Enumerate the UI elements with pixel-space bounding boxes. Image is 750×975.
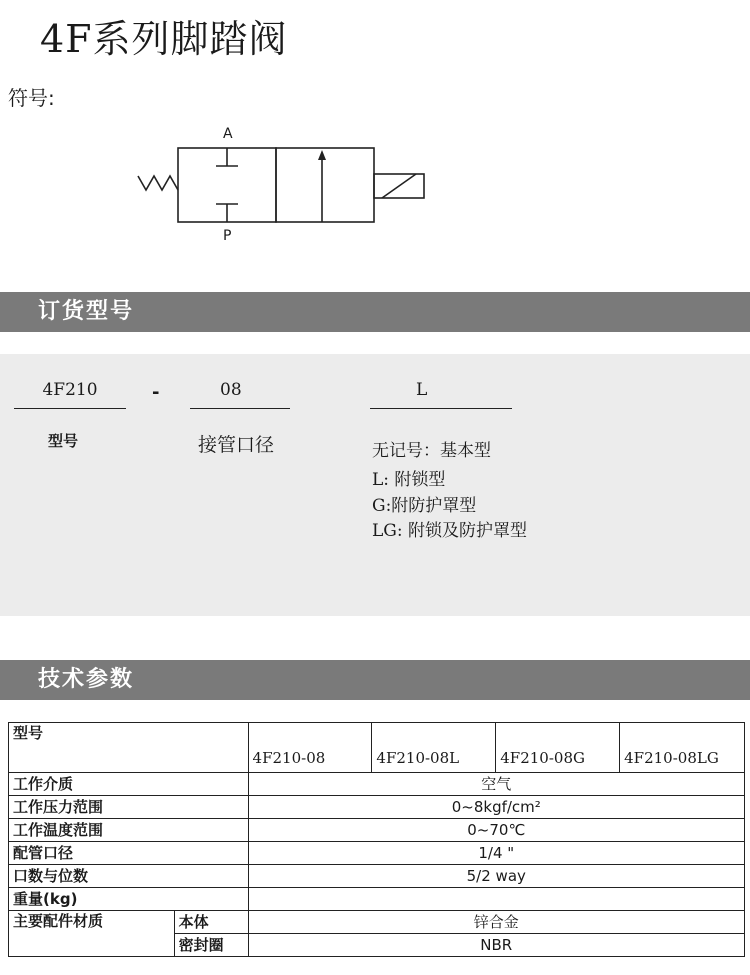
valve-symbol-diagram bbox=[130, 128, 450, 252]
material-label: 主要配件材质 bbox=[9, 911, 175, 957]
material-part: 密封圈 bbox=[174, 934, 248, 957]
order-option-2: G:附防护罩型 bbox=[372, 496, 477, 516]
model-cell-1: 4F210-08L bbox=[372, 723, 496, 773]
table-row bbox=[9, 819, 745, 842]
model-cell-3: 4F210-08LG bbox=[620, 723, 745, 773]
model-cell-0: 4F210-08 bbox=[248, 723, 372, 773]
spec-value: 1/4 " bbox=[248, 842, 744, 865]
order-port-code: 08 bbox=[220, 380, 242, 400]
spec-value: 0~70℃ bbox=[248, 819, 744, 842]
table-row bbox=[9, 865, 745, 888]
specs-section-header: 技术参数 bbox=[0, 660, 750, 700]
specs-table bbox=[8, 722, 745, 957]
order-model-underline bbox=[14, 408, 126, 409]
spec-header-label: 型号 bbox=[9, 723, 249, 773]
material-value: 锌合金 bbox=[248, 911, 744, 934]
order-model-caption: 型号 bbox=[48, 432, 79, 450]
spec-label: 工作介质 bbox=[9, 773, 249, 796]
table-row bbox=[9, 911, 745, 934]
order-separator: - bbox=[152, 382, 160, 403]
table-row bbox=[9, 888, 745, 911]
order-option-code: L bbox=[416, 380, 428, 400]
spec-label: 重量(kg) bbox=[9, 888, 249, 911]
order-option-underline bbox=[370, 408, 512, 409]
symbol-label: 符号: bbox=[8, 86, 55, 110]
table-row bbox=[9, 842, 745, 865]
order-port-underline bbox=[190, 408, 290, 409]
spring-icon bbox=[138, 176, 178, 190]
port-p-label: P bbox=[223, 228, 232, 244]
valve-symbol-svg bbox=[130, 128, 450, 248]
order-section-header: 订货型号 bbox=[0, 292, 750, 332]
spec-value: 空气 bbox=[248, 773, 744, 796]
spec-label: 口数与位数 bbox=[9, 865, 249, 888]
order-option-3: LG: 附锁及防护罩型 bbox=[372, 521, 528, 541]
model-cell-2: 4F210-08G bbox=[496, 723, 620, 773]
page-title: 4F系列脚踏阀 bbox=[40, 17, 288, 61]
table-row bbox=[9, 796, 745, 819]
spec-label: 配管口径 bbox=[9, 842, 249, 865]
spec-label: 工作压力范围 bbox=[9, 796, 249, 819]
order-option-0: 无记号：基本型 bbox=[372, 441, 491, 461]
spec-value bbox=[248, 888, 744, 911]
material-part: 本体 bbox=[174, 911, 248, 934]
spec-label: 工作温度范围 bbox=[9, 819, 249, 842]
spec-value: 0~8kgf/cm² bbox=[248, 796, 744, 819]
material-value: NBR bbox=[248, 934, 744, 957]
order-port-caption: 接管口径 bbox=[198, 434, 275, 456]
port-a-label: A bbox=[223, 126, 233, 142]
table-row bbox=[9, 723, 745, 773]
order-option-1: L: 附锁型 bbox=[372, 470, 446, 490]
spec-value: 5/2 way bbox=[248, 865, 744, 888]
order-model-code: 4F210 bbox=[42, 380, 98, 400]
table-row bbox=[9, 773, 745, 796]
